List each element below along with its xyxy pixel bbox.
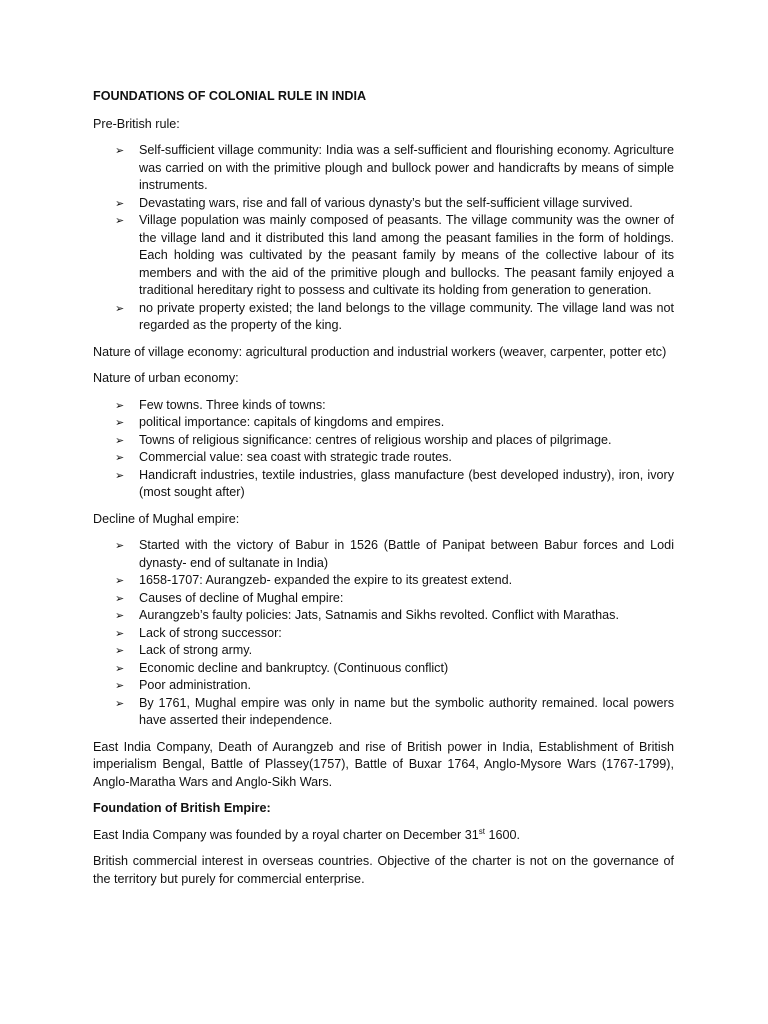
arrow-bullet-icon: ➢ [115, 591, 125, 605]
arrow-bullet-icon: ➢ [115, 144, 125, 157]
list-item: ➢ Few towns. Three kinds of towns: [139, 397, 674, 415]
arrow-bullet-icon: ➢ [115, 661, 125, 675]
arrow-bullet-icon: ➢ [115, 679, 125, 692]
document-title: FOUNDATIONS OF COLONIAL RULE IN INDIA [93, 89, 367, 103]
mughal-decline-heading: Decline of Mughal empire: [93, 511, 240, 526]
list-item: ➢ political importance: capitals of kingdoms and empires. [139, 414, 674, 432]
arrow-bullet-icon: ➢ [115, 196, 125, 210]
arrow-bullet-icon: ➢ [115, 539, 125, 552]
arrow-bullet-icon: ➢ [115, 416, 125, 429]
list-item: ➢ 1658-1707: Aurangzeb- expanded the expire to its greatest extend. [139, 572, 674, 590]
list-item: ➢ Handicraft industries, textile industries, glass manufacture (best developed industry), iron, ivory (most sought after) [115, 467, 674, 499]
list-item: ➢ Devastating wars, rise and fall of various dynasty’s but the self-sufficient village survived. [139, 195, 674, 213]
list-item: ➢ Causes of decline of Mughal empire: [139, 590, 674, 608]
list-item: ➢ Self-sufficient village community: India was a self-sufficient and flourishing economy. Agriculture was carried on with the primitive plough and bullock power and handicrafts by means of simple instruments. [115, 143, 674, 192]
list-item: ➢ Aurangzeb’s faulty policies: Jats, Satnamis and Sikhs revolted. Conflict with Marathas. [139, 607, 674, 625]
arrow-bullet-icon: ➢ [115, 696, 125, 710]
list-item: ➢ no private property existed; the land belongs to the village community. The village land was not regarded as the property of the king. [115, 300, 674, 332]
commercial-interest-paragraph: British commercial interest in overseas countries. Objective of the charter is not on the governance of the territory but purely for commercial enterprise. [93, 854, 674, 886]
document-page [93, 88, 674, 897]
list-item: ➢ Started with the victory of Babur in 1526 (Battle of Panipat between Babur forces and Lodi dynasty- end of sultanate in India) [115, 538, 674, 570]
arrow-bullet-icon: ➢ [115, 609, 125, 622]
list-item: ➢ Lack of strong army. [139, 642, 674, 660]
arrow-bullet-icon: ➢ [115, 626, 125, 640]
foundation-heading: Foundation of British Empire: [93, 801, 271, 815]
arrow-bullet-icon: ➢ [115, 398, 125, 412]
arrow-bullet-icon: ➢ [115, 574, 125, 587]
arrow-bullet-icon: ➢ [115, 451, 125, 464]
village-economy-paragraph: Nature of village economy: agricultural production and industrial workers (weaver, carpenter, potter etc) [93, 344, 667, 359]
list-item: ➢ Lack of strong successor: [139, 625, 674, 643]
pre-british-heading: Pre-British rule: [93, 116, 180, 131]
pre-british-list [93, 142, 674, 335]
list-item: ➢ Economic decline and bankruptcy. (Continuous conflict) [139, 660, 674, 678]
mughal-decline-list [93, 537, 674, 730]
east-india-summary-paragraph: East India Company, Death of Aurangzeb and rise of British power in India, Establishment of British imperialism Bengal, Battle of Plassey(1757), Battle of Buxar 1764, Anglo-Mysore Wars (1767-1799), Anglo-Maratha Wars and Anglo-Sikh Wars. [93, 739, 674, 789]
arrow-bullet-icon: ➢ [115, 301, 125, 315]
list-item: ➢ By 1761, Mughal empire was only in name but the symbolic authority remained. local powers have asserted their independence. [115, 695, 674, 727]
arrow-bullet-icon: ➢ [115, 468, 125, 482]
arrow-bullet-icon: ➢ [115, 214, 125, 227]
urban-economy-list [93, 397, 674, 502]
arrow-bullet-icon: ➢ [115, 644, 125, 657]
ordinal-suffix: st [478, 826, 485, 836]
list-item: ➢ Village population was mainly composed of peasants. The village community was the owner of the village land and it distributed this land among the peasant families in the form of holdings. Each holding was cultivated by the peasant family by means of the collective labour of its members and with the aid of the primitive plough and bullocks. The peasant family enjoyed a traditional hereditary right to possess and cultivate its holding from generation to generation. [115, 213, 674, 297]
list-item: ➢ Poor administration. [139, 677, 674, 695]
list-item: ➢ Commercial value: sea coast with strategic trade routes. [139, 449, 674, 467]
urban-economy-heading: Nature of urban economy: [93, 371, 239, 385]
arrow-bullet-icon: ➢ [115, 433, 125, 447]
list-item: ➢ Towns of religious significance: centres of religious worship and places of pilgrimage. [139, 432, 674, 450]
founded-paragraph: East India Company was founded by a royal charter on December 31st 1600. [93, 826, 520, 842]
